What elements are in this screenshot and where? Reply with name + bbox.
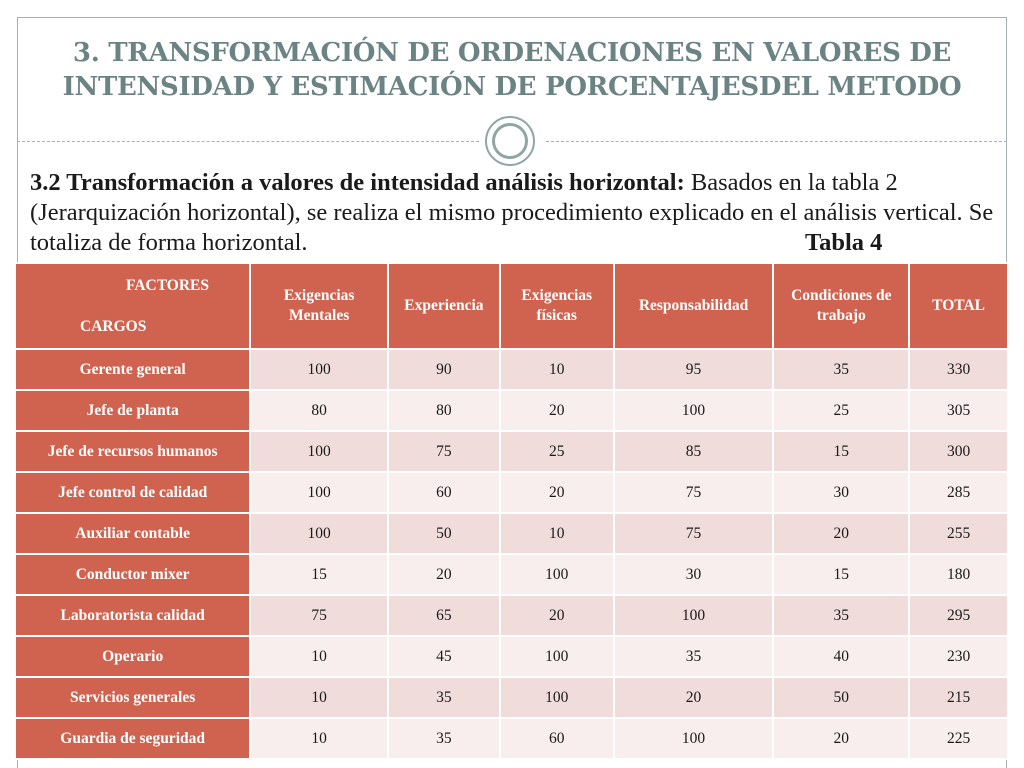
table-cell: 100 [614,390,774,431]
table-row [15,677,1008,718]
table-cell: 330 [909,349,1008,390]
circle-ornament-icon [485,116,535,166]
table-cell: 65 [388,595,500,636]
table-cell: 30 [773,472,909,513]
table-cell: 100 [250,513,388,554]
table-cell: 20 [614,677,774,718]
table-cell: 100 [614,595,774,636]
table-header-row [15,263,1008,349]
table-cell: 10 [250,718,388,759]
table-cell: 60 [388,472,500,513]
table-cell: 255 [909,513,1008,554]
table-cell: 75 [614,472,774,513]
table-cell: 15 [250,554,388,595]
table-cell: 35 [614,636,774,677]
column-header: Condiciones de trabajo [773,263,909,349]
table-row [15,554,1008,595]
table-cell: 25 [773,390,909,431]
table-cell: 10 [250,636,388,677]
row-header: Jefe de recursos humanos [15,431,250,472]
row-header: Jefe control de calidad [15,472,250,513]
table-cell: 45 [388,636,500,677]
table-cell: 15 [773,431,909,472]
table-cell: 100 [614,718,774,759]
table-row [15,718,1008,759]
divider-left [17,141,479,142]
paragraph-heading: 3.2 Transformación a valores de intensidad análisis horizontal: [30,169,685,196]
table-cell: 100 [500,636,614,677]
row-header: Servicios generales [15,677,250,718]
table-cell: 50 [773,677,909,718]
table-cell: 10 [500,513,614,554]
column-header: Responsabilidad [614,263,774,349]
table-cell: 35 [388,677,500,718]
table-cell: 40 [773,636,909,677]
table-cell: 10 [250,677,388,718]
table-cell: 225 [909,718,1008,759]
table-cell: 180 [909,554,1008,595]
table-row [15,390,1008,431]
table-cell: 75 [250,595,388,636]
table-cell: 75 [388,431,500,472]
table-row [15,431,1008,472]
table-cell: 20 [388,554,500,595]
table-cell: 100 [500,554,614,595]
table-row [15,349,1008,390]
table-cell: 295 [909,595,1008,636]
table-cell: 285 [909,472,1008,513]
body-paragraph [30,168,1005,258]
row-header: Auxiliar contable [15,513,250,554]
table-cell: 75 [614,513,774,554]
row-header: Jefe de planta [15,390,250,431]
table-cell: 20 [773,718,909,759]
table-cell: 80 [388,390,500,431]
corner-header [15,263,250,349]
table-cell: 100 [500,677,614,718]
table-caption: Tabla 4 [805,229,883,256]
table-cell: 230 [909,636,1008,677]
table-cell: 25 [500,431,614,472]
column-header: Experiencia [388,263,500,349]
title-line-2: INTENSIDAD Y ESTIMACIÓN DE PORCENTAJESDEL METODO [62,72,962,102]
table-cell: 35 [388,718,500,759]
corner-factores: FACTORES [126,277,209,294]
table-cell: 80 [250,390,388,431]
table-cell: 20 [773,513,909,554]
slide-title [17,36,1007,104]
column-header: Exigencias Mentales [250,263,388,349]
table-row [15,636,1008,677]
row-header: Operario [15,636,250,677]
table-cell: 100 [250,431,388,472]
table-cell: 85 [614,431,774,472]
column-header: Exigencias físicas [500,263,614,349]
table-cell: 20 [500,390,614,431]
divider-right [546,141,1007,142]
table-cell: 35 [773,595,909,636]
column-header: TOTAL [909,263,1008,349]
table-cell: 20 [500,472,614,513]
row-header: Guardia de seguridad [15,718,250,759]
table-cell: 215 [909,677,1008,718]
paragraph-text: Basados en la tabla 2 (Jerarquización horizontal), se realiza el mismo procedimiento explicado en el análisis vertical. Se totaliza de forma horizontal. [30,169,994,256]
table-cell: 100 [250,349,388,390]
row-header: Gerente general [15,349,250,390]
table-row [15,595,1008,636]
table-cell: 95 [614,349,774,390]
intensity-table [14,262,1009,760]
table-cell: 90 [388,349,500,390]
table-cell: 50 [388,513,500,554]
row-header: Laboratorista calidad [15,595,250,636]
corner-cargos: CARGOS [80,318,147,335]
table-cell: 20 [500,595,614,636]
table-cell: 10 [500,349,614,390]
table-cell: 30 [614,554,774,595]
table-cell: 35 [773,349,909,390]
table-row [15,472,1008,513]
table-cell: 305 [909,390,1008,431]
row-header: Conductor mixer [15,554,250,595]
table-cell: 15 [773,554,909,595]
table-cell: 60 [500,718,614,759]
table-cell: 100 [250,472,388,513]
title-line-1: 3. TRANSFORMACIÓN DE ORDENACIONES EN VALORES DE [72,38,952,68]
table-cell: 300 [909,431,1008,472]
table-row [15,513,1008,554]
